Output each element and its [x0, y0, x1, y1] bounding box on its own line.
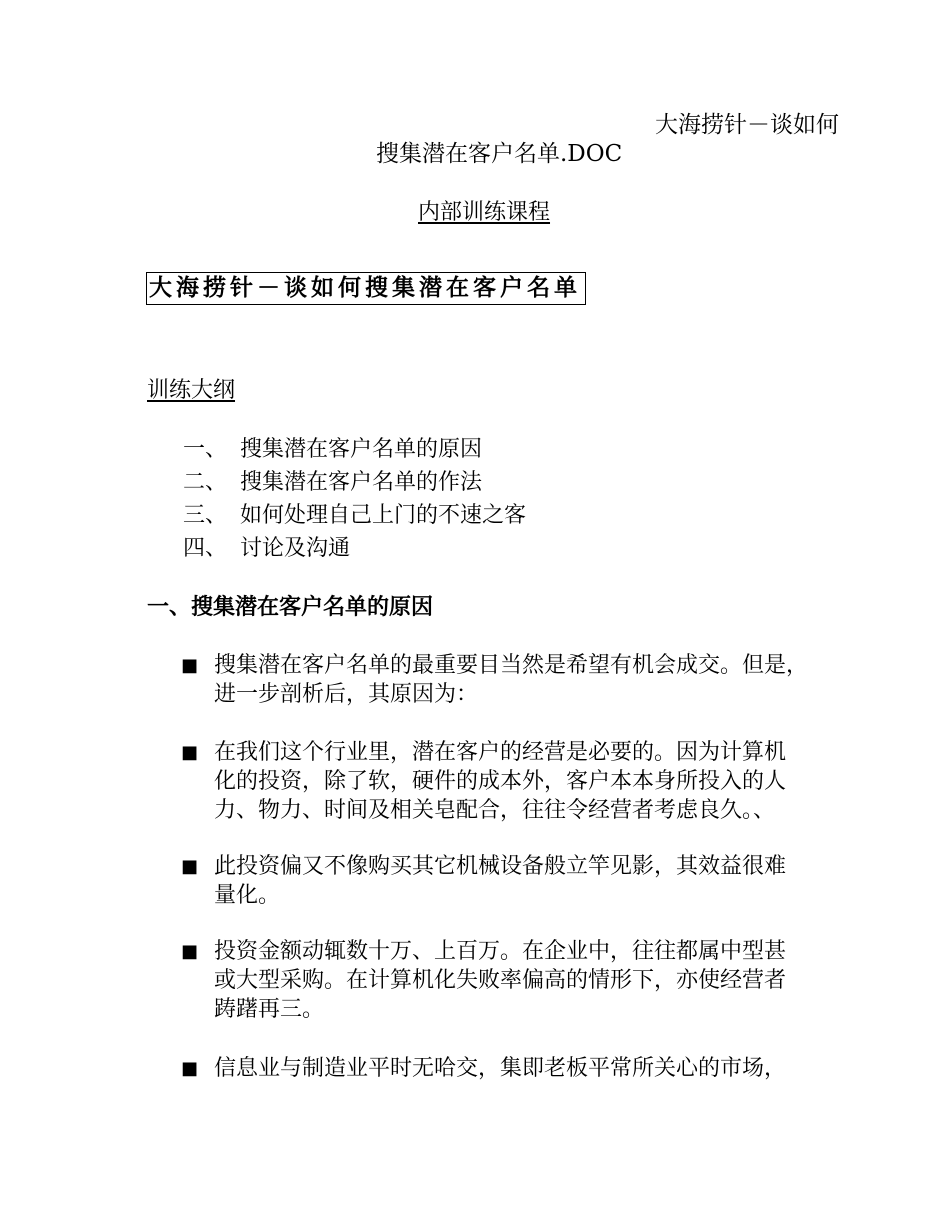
square-bullet-icon: ■ — [181, 1058, 199, 1079]
square-bullet-icon: ■ — [181, 742, 199, 763]
outline-item-number: 四、 — [183, 536, 228, 561]
bullet-line: 在我们这个行业里，潜在客户的经营是必要的。因为计算机 — [214, 740, 787, 765]
course-subtitle: 内部训练课程 — [418, 200, 551, 225]
bullet-item — [181, 852, 871, 910]
outline-item — [183, 466, 526, 499]
outline-heading: 训练大纲 — [147, 378, 236, 403]
square-bullet-icon: ■ — [181, 856, 199, 877]
bullet-line: 踌躇再三。 — [214, 997, 325, 1022]
section-heading: 一、搜集潜在客户名单的原因 — [147, 594, 434, 620]
outline-item — [183, 532, 526, 565]
bullet-item — [181, 1054, 871, 1083]
bullet-text — [214, 738, 871, 825]
bullet-item — [181, 651, 871, 709]
outline-item-text: 搜集潜在客户名单的原因 — [240, 437, 483, 462]
bullet-line: 化的投资，除了软，硬件的成本外，客户本本身所投入的人 — [214, 769, 787, 794]
outline-item-text: 如何处理自己上门的不速之客 — [240, 503, 527, 528]
bullet-line: 投资金额动辄数十万、上百万。在企业中，往往都属中型甚 — [214, 939, 787, 964]
header-title-line1: 大海捞针－谈如何 — [655, 112, 839, 138]
bullet-item — [181, 738, 871, 825]
bullet-text — [214, 1054, 871, 1083]
square-bullet-icon: ■ — [181, 655, 199, 676]
bullet-line: 力、物力、时间及相关皂配合，往往令经营者考虑良久。、 — [214, 798, 776, 823]
outline-item-number: 一、 — [183, 437, 228, 462]
outline-item-number: 三、 — [183, 503, 228, 528]
bullet-item — [181, 937, 871, 1024]
bullet-line: 进一步剖析后，其原因为： — [214, 682, 479, 707]
outline-item-text: 搜集潜在客户名单的作法 — [240, 470, 483, 495]
bullet-line: 量化。 — [214, 883, 281, 908]
outline-item — [183, 499, 526, 532]
bullet-text — [214, 852, 871, 910]
bullet-text — [214, 937, 871, 1024]
outline-item — [183, 433, 526, 466]
bullet-text — [214, 651, 871, 709]
header-title-line2: 搜集潜在客户名单.DOC — [376, 141, 623, 167]
square-bullet-icon: ■ — [181, 941, 199, 962]
bullet-line: 信息业与制造业平时无哈交，集即老板平常所关心的市场， — [214, 1056, 787, 1081]
bullet-line: 此投资偏又不像购买其它机械设备般立竿见影，其效益很难 — [214, 854, 787, 879]
outline-item-text: 讨论及沟通 — [240, 536, 351, 561]
outline-list — [183, 433, 526, 565]
bullet-line: 搜集潜在客户名单的最重要目当然是希望有机会成交。但是， — [214, 653, 809, 678]
outline-item-number: 二、 — [183, 470, 228, 495]
bullet-line: 或大型采购。在计算机化失败率偏高的情形下，亦使经营者 — [214, 968, 787, 993]
boxed-title: 大海捞针－谈如何搜集潜在客户名单 — [146, 272, 586, 305]
